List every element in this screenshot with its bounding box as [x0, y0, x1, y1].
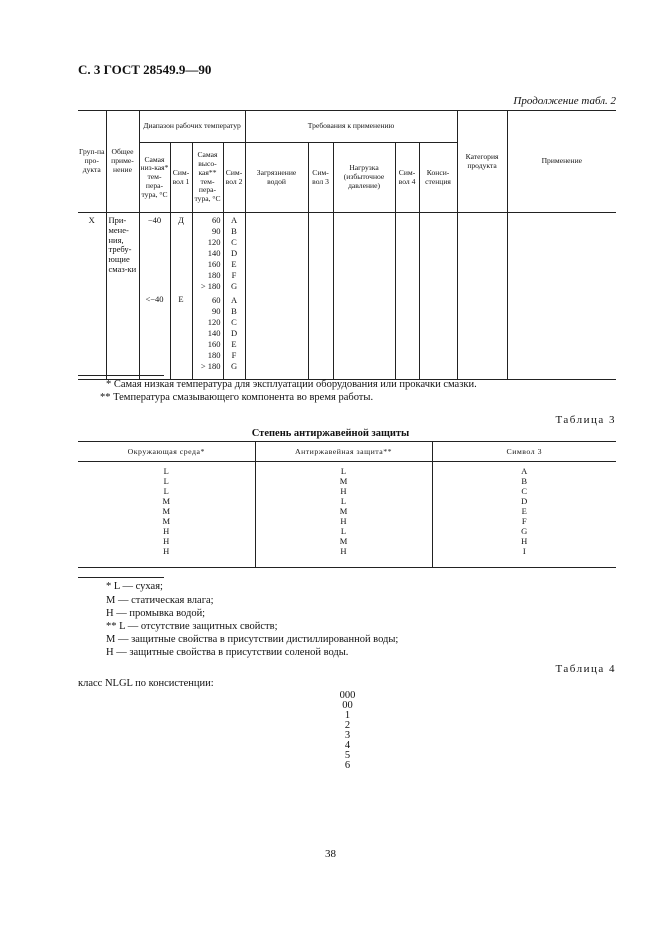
- symbol1-1: Д: [178, 215, 184, 225]
- column-environment: [78, 462, 255, 568]
- header-symbol-3: Символ 3: [432, 442, 616, 462]
- cell-consistency: [419, 213, 457, 380]
- protection-value: M: [339, 506, 348, 516]
- cell-load: [333, 213, 395, 380]
- high-temp: 60: [212, 215, 221, 225]
- symbol-value: I: [522, 546, 526, 556]
- symbol-value: B: [521, 476, 528, 486]
- header-temp-range: Диапазон рабочих температур: [139, 111, 245, 143]
- symbol-value: H: [521, 536, 528, 546]
- header-rust-protection: Антиржавейная защита**: [255, 442, 432, 462]
- high-temp: 140: [207, 248, 221, 258]
- consistency-value: 5: [344, 750, 351, 761]
- cell-general-application: При-мене-ния, требу-ющие смаз-ки: [106, 213, 139, 380]
- table-3-caption: Таблица 3: [555, 414, 616, 426]
- header-highest-temp: Самая высо-кая** тем-пера-тура, °С: [192, 143, 223, 213]
- cell-highest-temp: [192, 213, 223, 380]
- symbol-value: C: [521, 486, 528, 496]
- header-category: Категория продукта: [457, 111, 507, 213]
- cell-application: [507, 213, 616, 380]
- env-value: M: [162, 516, 171, 526]
- header-environment: Окружающая среда*: [78, 442, 255, 462]
- protection-value: H: [340, 516, 347, 526]
- protection-value: L: [340, 526, 347, 536]
- symbol2: F: [231, 270, 237, 280]
- symbol2: C: [231, 317, 237, 327]
- symbol-value: G: [521, 526, 528, 536]
- header-symbol-2: Сим-вол 2: [223, 143, 245, 213]
- cell-category: [457, 213, 507, 380]
- page-number: 38: [325, 848, 336, 860]
- protection-value: L: [340, 496, 347, 506]
- symbol-value: D: [521, 496, 528, 506]
- high-temp: 60: [212, 295, 221, 305]
- high-temp: 160: [207, 339, 221, 349]
- env-value: M: [162, 496, 171, 506]
- high-temp: 120: [207, 237, 221, 247]
- footnote-line: M — защитные свойства в присутствии дистиллированной воды;: [106, 634, 399, 645]
- consistency-value: 4: [344, 740, 351, 751]
- symbol2: B: [231, 306, 237, 316]
- low-temp-1: −40: [147, 215, 162, 225]
- table-3-title: Степень антиржавейной защиты: [251, 428, 410, 439]
- cell-lowest-temp: [139, 213, 170, 380]
- protection-value: M: [339, 536, 348, 546]
- symbol2: B: [231, 226, 237, 236]
- cell-group: X: [78, 213, 106, 380]
- cell-symbol-1: [170, 213, 192, 380]
- symbol2: E: [231, 259, 237, 269]
- header-symbol-4: Сим-вол 4: [395, 143, 419, 213]
- symbol-value: F: [521, 516, 527, 526]
- high-temp: > 180: [200, 361, 221, 371]
- footnote-line: * Самая низкая температура для эксплуатации оборудования или прокачки смазки.: [106, 379, 477, 390]
- cell-symbol-3: [308, 213, 333, 380]
- protection-value: H: [340, 546, 347, 556]
- footnote-divider: [78, 375, 164, 376]
- symbol2: D: [230, 328, 238, 338]
- column-symbol-3: [432, 462, 616, 568]
- symbol2: G: [230, 361, 238, 371]
- footnote-line: H — промывка водой;: [106, 608, 206, 619]
- high-temp: > 180: [200, 281, 221, 291]
- high-temp: 120: [207, 317, 221, 327]
- protection-value: L: [340, 466, 347, 476]
- high-temp: 90: [212, 306, 221, 316]
- footnote-line: M — статическая влага;: [106, 595, 214, 606]
- header-symbol-3: Сим-вол 3: [308, 143, 333, 213]
- symbol-value: A: [521, 466, 528, 476]
- table-4-caption: Таблица 4: [555, 663, 616, 675]
- consistency-value: 00: [342, 700, 353, 711]
- consistency-value: 3: [344, 730, 351, 741]
- footnote-divider: [78, 577, 164, 578]
- header-symbol-1: Сим-вол 1: [170, 143, 192, 213]
- symbol1-2: Е: [178, 293, 184, 304]
- high-temp: 140: [207, 328, 221, 338]
- header-consistency: Конси-стенция: [419, 143, 457, 213]
- header-water-contamination: Загрязнение водой: [245, 143, 308, 213]
- header-group: Груп-па про-дукта: [78, 111, 106, 213]
- symbol2: D: [230, 248, 238, 258]
- low-temp-2: <−40: [145, 293, 164, 304]
- high-temp: 90: [212, 226, 221, 236]
- cell-symbol-2: [223, 213, 245, 380]
- env-value: M: [162, 506, 171, 516]
- symbol2: A: [230, 295, 238, 305]
- header-general: Общее приме-нение: [106, 111, 139, 213]
- nlgl-intro: класс NLGL по консистенции:: [78, 678, 214, 689]
- high-temp: 180: [207, 350, 221, 360]
- continuation-label: Продолжение табл. 2: [513, 95, 616, 107]
- footnote-line: ** Температура смазывающего компонента во время работы.: [100, 392, 374, 403]
- header-application: Применение: [507, 111, 616, 213]
- page-header: С. 3 ГОСТ 28549.9—90: [78, 62, 212, 77]
- env-value: H: [163, 536, 170, 546]
- env-value: L: [163, 486, 169, 496]
- footnote-line: H — защитные свойства в присутствии соленой воды.: [106, 647, 349, 658]
- consistency-value: 6: [344, 760, 351, 771]
- table-2: [78, 110, 616, 380]
- protection-value: M: [339, 476, 348, 486]
- symbol2: C: [231, 237, 237, 247]
- footnote-line: ** L — отсутствие защитных свойств;: [106, 621, 278, 632]
- env-value: H: [163, 526, 170, 536]
- consistency-value: 000: [339, 690, 356, 701]
- footnote-line: * L — сухая;: [106, 581, 163, 592]
- symbol-value: E: [521, 506, 527, 516]
- high-temp: 160: [207, 259, 221, 269]
- table-3: [78, 441, 616, 568]
- consistency-list: [320, 690, 375, 770]
- symbol2: G: [230, 281, 238, 291]
- header-load: Нагрузка (избыточное давление): [333, 143, 395, 213]
- protection-value: H: [340, 486, 347, 496]
- consistency-value: 1: [344, 710, 351, 721]
- cell-symbol-4: [395, 213, 419, 380]
- env-value: H: [163, 546, 170, 556]
- column-rust-protection: [255, 462, 432, 568]
- symbol2: A: [230, 215, 238, 225]
- high-temp: 180: [207, 270, 221, 280]
- header-requirements: Требования к применению: [245, 111, 457, 143]
- consistency-value: 2: [344, 720, 351, 731]
- symbol2: F: [231, 350, 237, 360]
- cell-water: [245, 213, 308, 380]
- env-value: L: [163, 466, 169, 476]
- header-lowest-temp: Самая низ-кая* тем-пера-тура, °С: [139, 143, 170, 213]
- symbol2: E: [231, 339, 237, 349]
- env-value: L: [163, 476, 169, 486]
